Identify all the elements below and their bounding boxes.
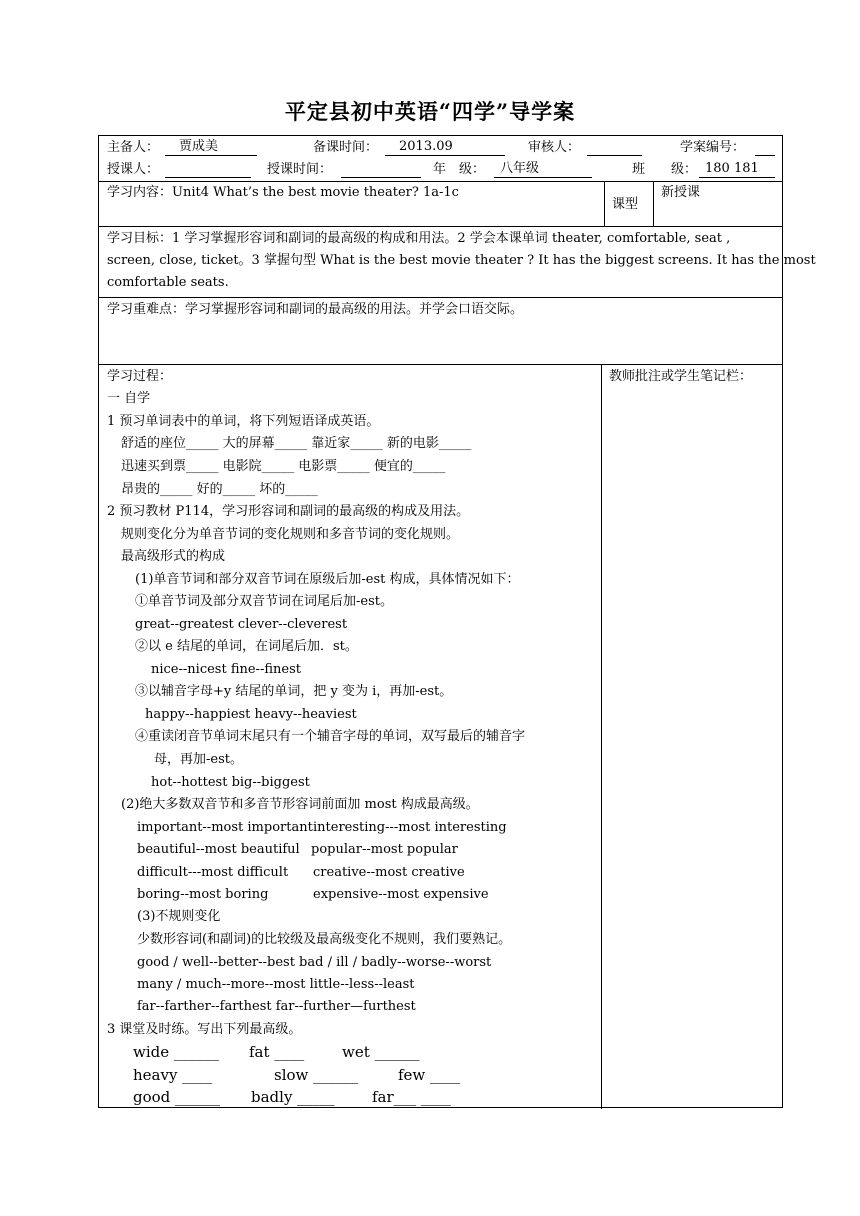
prep-time-label: 备课时间： <box>313 140 379 155</box>
goals-line-1: 学习目标：1 学习掌握形容词和副词的最高级的构成和用法。2 学会本课单词 theater, comfortable, seat , <box>107 231 731 246</box>
goals-line-2: screen, close, ticket。3 掌握句型 What is the best movie theater ? It has the biggest screens. It has the most <box>107 253 816 268</box>
content-divider-1 <box>604 182 605 227</box>
example-line: far--farther--farthest far--further—furthest <box>137 999 416 1014</box>
example-line: boring--most boring <box>137 887 269 902</box>
difficulties-row <box>99 298 782 365</box>
process-line: 3 课堂及时练。写出下列最高级。 <box>107 1022 302 1037</box>
teach-time-label: 授课时间： <box>267 162 333 177</box>
lesson-plan-table <box>98 135 816 1108</box>
grade-label: 年 级： <box>433 162 486 177</box>
class-value: 180 181 <box>705 161 759 176</box>
content-label: 学习内容：Unit4 What’s the best movie theater? 1a-1c <box>107 185 459 200</box>
goals-line-3: comfortable seats. <box>107 275 229 290</box>
process-line: ④重读闭音节单词末尾只有一个辅音字母的单词，双写最后的辅音字 <box>135 729 526 744</box>
case-no-label: 学案编号： <box>680 140 746 155</box>
example-line: important--most important <box>137 820 313 835</box>
exercise-wide[interactable]: wide ______ <box>133 1043 219 1061</box>
content-row <box>99 182 782 227</box>
difficulties-text: 学习重难点：学习掌握形容词和副词的最高级的用法。并学会口语交际。 <box>107 302 524 317</box>
translation-row: 迅速买到票_____ 电影院_____ 电影票_____ 便宜的_____ <box>121 459 446 474</box>
lesson-type-label: 课型 <box>612 197 639 212</box>
process-line: ③以辅音字母+y 结尾的单词，把 y 变为 i，再加-est。 <box>135 684 453 699</box>
preparer-field[interactable] <box>165 139 257 156</box>
example-line: good / well--better--best bad / ill / badly--worse--worst <box>137 955 492 970</box>
class-label: 班 级： <box>632 162 698 177</box>
process-line: (3)不规则变化 <box>137 909 221 924</box>
notes-divider <box>601 365 602 1109</box>
translation-row: 舒适的座位_____ 大的屏幕_____ 靠近家_____ 新的电影_____ <box>121 436 472 451</box>
exercise-far[interactable]: far___ ____ <box>372 1088 451 1106</box>
process-line: 2 预习教材 P114，学习形容词和副词的最高级的构成及用法。 <box>107 504 470 519</box>
teach-time-field[interactable] <box>341 161 421 178</box>
example-line: interesting---most interesting <box>313 820 507 835</box>
example-line: creative--most creative <box>313 865 465 880</box>
example-line: nice--nicest fine--finest <box>151 662 301 677</box>
exercise-slow[interactable]: slow ______ <box>274 1066 359 1084</box>
process-line: (2)绝大多数双音节和多音节形容词前面加 most 构成最高级。 <box>121 797 479 812</box>
example-line: great--greatest clever--cleverest <box>135 617 348 632</box>
grade-value: 八年级 <box>500 161 540 176</box>
exercise-heavy[interactable]: heavy ____ <box>133 1066 213 1084</box>
case-no-field[interactable] <box>755 139 775 156</box>
process-line: (1)单音节词和部分双音节词在原级后加-est 构成，具体情况如下： <box>135 572 520 587</box>
process-line: 1 预习单词表中的单词，将下列短语译成英语。 <box>107 414 380 429</box>
translation-row: 昂贵的_____ 好的_____ 坏的_____ <box>121 482 318 497</box>
example-line: difficult---most difficult <box>137 865 289 880</box>
process-line: 学习过程： <box>107 369 173 384</box>
exercise-good[interactable]: good ______ <box>133 1088 221 1106</box>
class-field[interactable] <box>699 161 775 178</box>
content-divider-2 <box>653 182 654 227</box>
example-line: expensive--most expensive <box>313 887 489 902</box>
reviewer-label: 审核人： <box>528 140 581 155</box>
example-line: hot--hottest big--biggest <box>151 775 310 790</box>
process-line: 少数形容词(和副词)的比较级及最高级变化不规则，我们要熟记。 <box>137 932 512 947</box>
process-line: 规则变化分为单音节词的变化规则和多音节词的变化规则。 <box>121 527 460 542</box>
teacher-field[interactable] <box>165 161 251 178</box>
preparer-label: 主备人： <box>107 140 160 155</box>
grade-field[interactable] <box>494 161 592 178</box>
example-line: popular--most popular <box>311 842 458 857</box>
notes-label: 教师批注或学生笔记栏： <box>609 369 753 384</box>
example-line: beautiful--most beautiful <box>137 842 300 857</box>
lesson-type-value: 新授课 <box>661 185 701 200</box>
exercise-badly[interactable]: badly _____ <box>251 1088 335 1106</box>
exercise-fat[interactable]: fat ____ <box>249 1043 305 1061</box>
reviewer-field[interactable] <box>587 139 642 156</box>
example-line: happy--happiest heavy--heaviest <box>145 707 357 722</box>
preparer-value: 贾成美 <box>179 139 219 154</box>
process-line: 一 自学 <box>107 391 151 406</box>
prep-time-value: 2013.09 <box>399 139 453 154</box>
page-title: 平定县初中英语“四学”导学案 <box>284 99 576 124</box>
goals-row <box>99 227 816 298</box>
exercise-wet[interactable]: wet ______ <box>342 1043 420 1061</box>
process-line: ①单音节词及部分双音节词在词尾后加-est。 <box>135 594 393 609</box>
process-line: 最高级形式的构成 <box>121 549 226 564</box>
teacher-label: 授课人： <box>107 162 160 177</box>
prep-time-field[interactable] <box>385 139 505 156</box>
process-line: 母，再加-est。 <box>154 752 243 767</box>
process-line: ②以 e 结尾的单词，在词尾后加．st。 <box>135 639 358 654</box>
example-line: many / much--more--most little--less--least <box>137 977 415 992</box>
exercise-few[interactable]: few ____ <box>398 1066 461 1084</box>
header-row <box>99 136 782 182</box>
